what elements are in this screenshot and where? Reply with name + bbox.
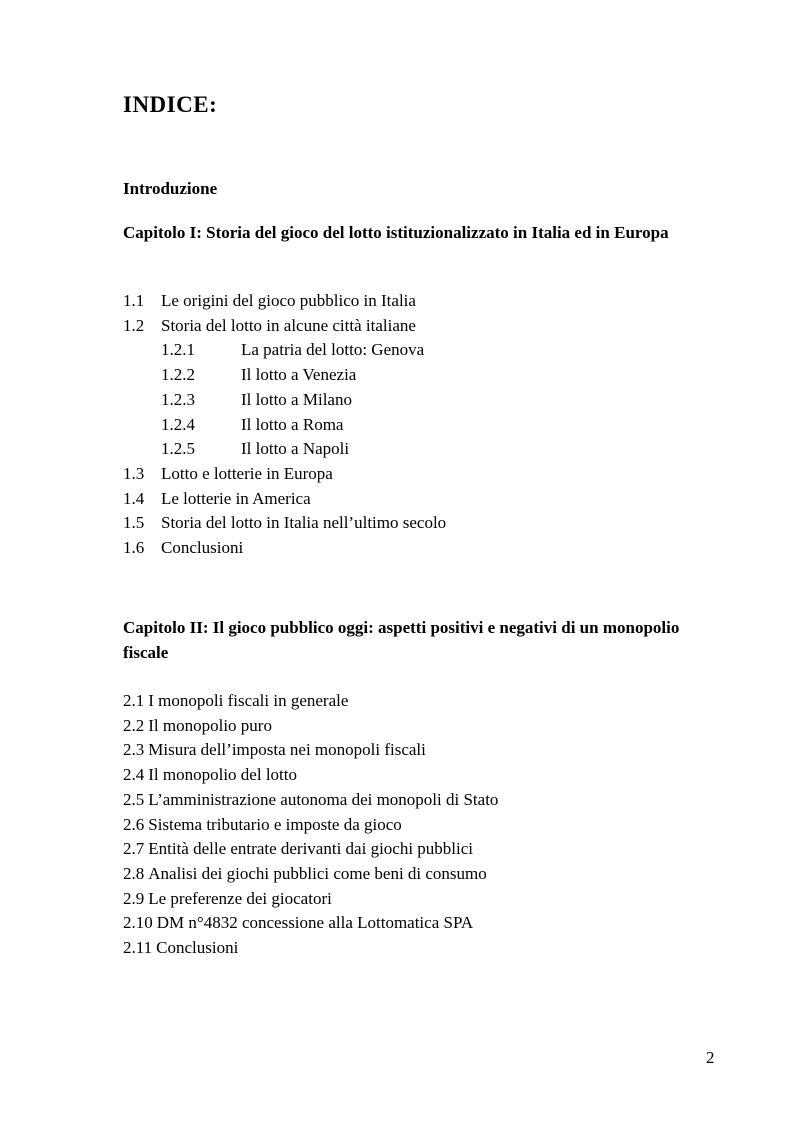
- toc-item-number: 1.2: [123, 315, 145, 335]
- toc-item-text: Il lotto a Roma: [241, 414, 344, 434]
- toc-item-text: Lotto e lotterie in Europa: [161, 463, 333, 483]
- toc-item-number: 2.10: [123, 913, 153, 933]
- toc-item: [123, 887, 714, 912]
- toc-item-number: 2.8: [123, 863, 145, 883]
- toc-item: [123, 536, 714, 561]
- toc-item-text: Il monopolio del lotto: [148, 765, 297, 785]
- chapter1-heading: Capitolo I: Storia del gioco del lotto istituzionalizzato in Italia ed in Europa: [123, 223, 669, 242]
- toc-item-text: Le preferenze dei giocatori: [148, 888, 332, 908]
- toc-item-text: Il lotto a Milano: [241, 389, 352, 409]
- chapter1-toc-list: [123, 289, 714, 561]
- toc-item-text: Storia del lotto in alcune città italiane: [161, 315, 416, 335]
- toc-item-number: 1.5: [123, 513, 145, 533]
- toc-item-text: Entità delle entrate derivanti dai giochi pubblici: [148, 839, 474, 859]
- page-title: INDICE:: [123, 92, 218, 117]
- toc-item-number: 1.2.2: [161, 365, 195, 385]
- toc-item-number: 2.5: [123, 789, 145, 809]
- toc-item-text: La patria del lotto: Genova: [241, 340, 425, 360]
- toc-item-text: Conclusioni: [156, 938, 239, 958]
- toc-item-number: 2.2: [123, 715, 145, 735]
- toc-item: [123, 338, 714, 363]
- toc-item-number: 2.1: [123, 691, 145, 710]
- toc-item-text: Misura dell’imposta nei monopoli fiscali: [148, 740, 426, 760]
- chapter2-heading: Capitolo II: Il gioco pubblico oggi: aspetti positivi e negativi di un monopolio fiscale: [123, 618, 680, 662]
- toc-item: [123, 487, 714, 512]
- toc-item: [123, 689, 714, 714]
- toc-item: [123, 862, 714, 887]
- toc-item: [123, 314, 714, 339]
- toc-item-text: Conclusioni: [161, 538, 244, 558]
- toc-item-number: 1.2.3: [161, 389, 195, 409]
- toc-item-number: 1.2.1: [161, 340, 195, 360]
- toc-item-number: 1.6: [123, 538, 145, 558]
- toc-item-text: Il lotto a Napoli: [241, 439, 350, 459]
- toc-item-text: Storia del lotto in Italia nell’ultimo secolo: [161, 513, 447, 533]
- toc-item-number: 1.3: [123, 463, 145, 483]
- toc-item-number: 1.2.4: [161, 414, 195, 434]
- toc-item-text: Analisi dei giochi pubblici come beni di consumo: [148, 863, 487, 883]
- toc-item-text: L’amministrazione autonoma dei monopoli di Stato: [148, 789, 499, 809]
- toc-item: [123, 813, 714, 838]
- toc-item-number: 2.6: [123, 814, 145, 834]
- toc-item-number: 2.7: [123, 839, 145, 859]
- toc-item: [123, 413, 714, 438]
- toc-item: [123, 738, 714, 763]
- chapter2-toc-list: [123, 689, 714, 961]
- toc-item-text: Il monopolio puro: [148, 715, 272, 735]
- section-introduction-label: Introduzione: [123, 179, 218, 198]
- toc-item-text: DM n°4832 concessione alla Lottomatica SPA: [156, 913, 474, 933]
- toc-item-text: Le origini del gioco pubblico in Italia: [161, 291, 416, 310]
- toc-item-number: 2.3: [123, 740, 145, 760]
- page-number: 2: [706, 1048, 715, 1067]
- toc-item: [123, 714, 714, 739]
- toc-item-number: 2.9: [123, 888, 145, 908]
- toc-item-text: Sistema tributario e imposte da gioco: [148, 814, 402, 834]
- toc-item: [123, 763, 714, 788]
- toc-item-number: 2.11: [123, 938, 153, 958]
- toc-item-text: Le lotterie in America: [161, 488, 311, 508]
- toc-item-number: 1.4: [123, 488, 145, 508]
- toc-item-number: 2.4: [123, 765, 145, 785]
- toc-item: [123, 363, 714, 388]
- toc-item-number: 1.1: [123, 291, 145, 310]
- toc-item: [123, 511, 714, 536]
- toc-item: [123, 837, 714, 862]
- toc-item-text: I monopoli fiscali in generale: [148, 691, 349, 710]
- toc-item: [123, 388, 714, 413]
- toc-item: [123, 936, 714, 961]
- toc-item-text: Il lotto a Venezia: [241, 365, 357, 385]
- toc-item: [123, 911, 714, 936]
- toc-item: [123, 788, 714, 813]
- toc-item-number: 1.2.5: [161, 439, 195, 459]
- toc-item: [123, 462, 714, 487]
- toc-item: [123, 289, 714, 314]
- toc-item: [123, 437, 714, 462]
